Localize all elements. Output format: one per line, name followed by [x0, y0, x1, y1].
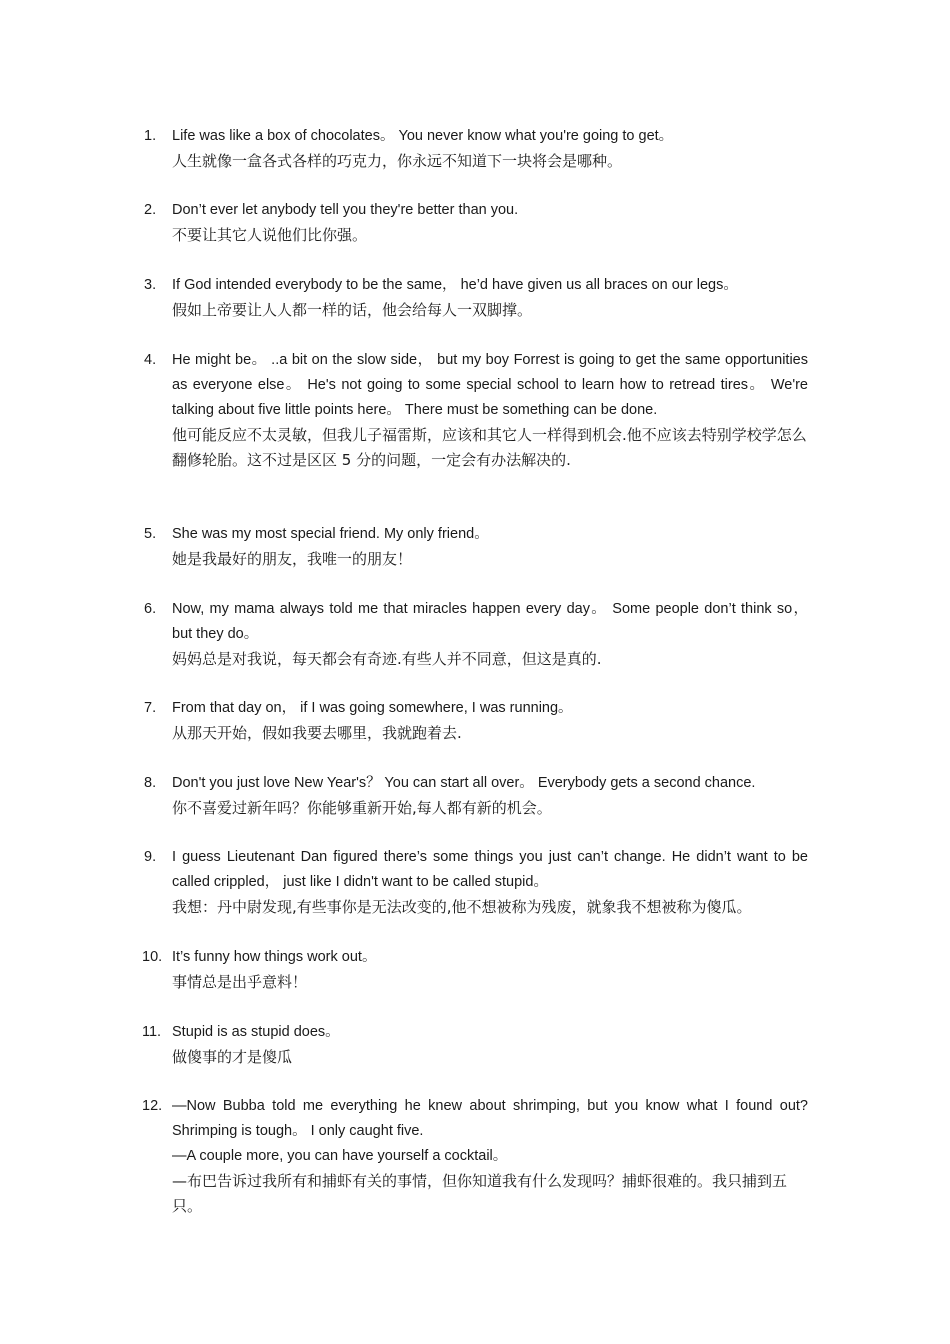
quote-chinese: 从那天开始，假如我要去哪里，我就跑着去.	[172, 724, 462, 742]
quote-chinese: 不要让其它人说他们比你强。	[172, 226, 368, 244]
quote-chinese: 假如上帝要让人人都一样的话，他会给每人一双脚撑。	[172, 301, 533, 319]
quote-chinese: 他可能反应不太灵敏，但我儿子福雷斯，应该和其它人一样得到机会.他不应该去特别学校学怎么翻修轮胎。这不过是区区 5 分的问题，一定会有办法解决的.	[172, 426, 807, 469]
quote-number: 1.	[144, 128, 157, 144]
quote-english: Life was like a box of chocolates。 You never know what you're going to get。	[172, 128, 674, 144]
quote-chinese: 妈妈总是对我说，每天都会有奇迹.有些人并不同意，但这是真的.	[172, 650, 602, 668]
quote-number: 9.	[144, 849, 157, 865]
quote-english: From that day on， if I was going somewhere, I was running。	[172, 700, 573, 716]
quote-number: 2.	[144, 202, 157, 218]
quote-number: 7.	[144, 700, 157, 716]
quote-chinese: 人生就像一盒各式各样的巧克力，你永远不知道下一块将会是哪种。	[172, 152, 623, 170]
quote-english: I guess Lieutenant Dan figured there’s some things you just can’t change. He didn’t want to be called crippled， just like I didn't want to be called stupid。	[172, 849, 813, 890]
quote-english: —Now Bubba told me everything he knew about shrimping, but you know what I found out? Shrimping is tough。 I only caught five.	[172, 1098, 813, 1139]
quote-chinese: 她是我最好的朋友，我唯一的朋友！	[172, 550, 413, 568]
quote-chinese: —布巴告诉过我所有和捕虾有关的事情，但你知道我有什么发现吗？捕虾很难的。我只捕到五只。	[172, 1172, 788, 1215]
quote-number: 11.	[142, 1024, 162, 1040]
quote-chinese: 你不喜爱过新年吗？你能够重新开始,每人都有新的机会。	[172, 799, 552, 817]
quote-english: It’s funny how things work out。	[172, 949, 377, 965]
quote-english-reply: —A couple more, you can have yourself a cocktail。	[172, 1148, 508, 1164]
quote-chinese: 做傻事的才是傻瓜	[172, 1048, 293, 1066]
quote-number: 5.	[144, 526, 157, 542]
quote-number: 6.	[144, 601, 157, 617]
quote-english: Don’t ever let anybody tell you they're better than you.	[172, 202, 519, 218]
quote-number: 4.	[144, 352, 157, 368]
quote-number: 3.	[144, 277, 157, 293]
quote-english: Now, my mama always told me that miracles happen every day。 Some people don’t think so， but they do。	[172, 601, 813, 642]
quote-english: She was my most special friend. My only friend。	[172, 526, 489, 542]
quote-english: Don't you just love New Year's？ You can start all over。 Everybody gets a second chance.	[172, 775, 756, 791]
quote-english: He might be。 ..a bit on the slow side， but my boy Forrest is going to get the same opportunities as everyone else。 He's not going to some special school to learn how to retread tires。 We're talking about five little points here。 There must be something can be done.	[172, 352, 813, 418]
quote-number: 8.	[144, 775, 157, 791]
quote-chinese: 事情总是出乎意料！	[172, 973, 308, 991]
quote-chinese: 我想：丹中尉发现,有些事你是无法改变的,他不想被称为残废，就象我不想被称为傻瓜。	[172, 898, 752, 916]
quote-number: 10.	[142, 949, 163, 965]
quote-english: If God intended everybody to be the same， he’d have given us all braces on our legs。	[172, 277, 738, 293]
quote-number: 12.	[142, 1098, 163, 1114]
quote-english: Stupid is as stupid does。	[172, 1024, 340, 1040]
